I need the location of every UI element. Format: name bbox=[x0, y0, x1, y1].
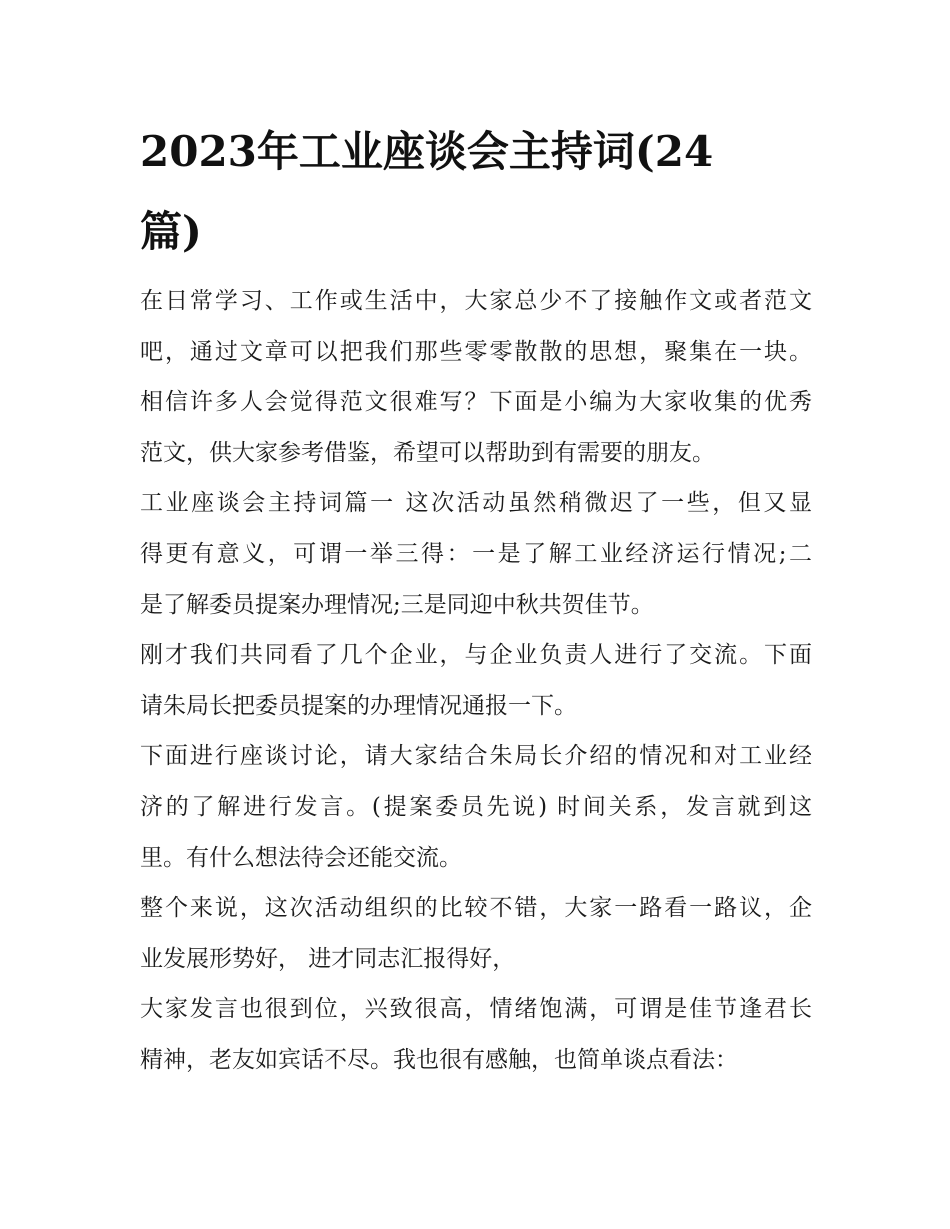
title-line: 2023年工业座谈会主持词(24 bbox=[140, 127, 714, 176]
text-line: 在日常学习、工作或生活中，大家总少不了接触作文或者范文 bbox=[140, 288, 812, 314]
text-line: 业发展形势好， 进才同志汇报得好， bbox=[140, 945, 516, 972]
paragraph bbox=[140, 731, 812, 883]
text-line: 大家发言也很到位，兴致很高，情绪饱满，可谓是佳节逢君长 bbox=[140, 996, 812, 1023]
document-body bbox=[140, 276, 812, 1086]
text-line: 济的了解进行发言。(提案委员先说) 时间关系，发言就到这 bbox=[140, 793, 812, 820]
paragraph bbox=[140, 984, 812, 1085]
text-line: 整个来说，这次活动组织的比较不错，大家一路看一路议，企 bbox=[140, 895, 812, 922]
document-title bbox=[140, 112, 810, 272]
text-line: 是了解委员提案办理情况;三是同迎中秋共贺佳节。 bbox=[140, 591, 654, 618]
paragraph-intro bbox=[140, 276, 812, 478]
paragraph bbox=[140, 478, 812, 630]
text-line: 范文，供大家参考借鉴，希望可以帮助到有需要的朋友。 bbox=[140, 439, 715, 466]
text-line: 下面进行座谈讨论，请大家结合朱局长介绍的情况和对工业经 bbox=[140, 743, 812, 770]
text-line: 刚才我们共同看了几个企业，与企业负责人进行了交流。下面 bbox=[140, 642, 812, 669]
text-line: 工业座谈会主持词篇一 这次活动虽然稍微迟了一些，但又显 bbox=[140, 490, 812, 517]
text-line: 得更有意义，可谓一举三得：一是了解工业经济运行情况;二 bbox=[140, 540, 812, 567]
text-line: 里。有什么想法待会还能交流。 bbox=[140, 844, 462, 871]
paragraph bbox=[140, 883, 812, 984]
title-line: 篇) bbox=[140, 207, 202, 256]
text-line: 吧，通过文章可以把我们那些零零散散的思想，聚集在一块。 bbox=[140, 338, 812, 365]
text-line: 相信许多人会觉得范文很难写？下面是小编为大家收集的优秀 bbox=[140, 389, 812, 416]
text-line: 精神，老友如宾话不尽。我也很有感触，也简单谈点看法： bbox=[140, 1046, 738, 1073]
paragraph bbox=[140, 630, 812, 731]
text-line: 请朱局长把委员提案的办理情况通报一下。 bbox=[140, 692, 577, 719]
